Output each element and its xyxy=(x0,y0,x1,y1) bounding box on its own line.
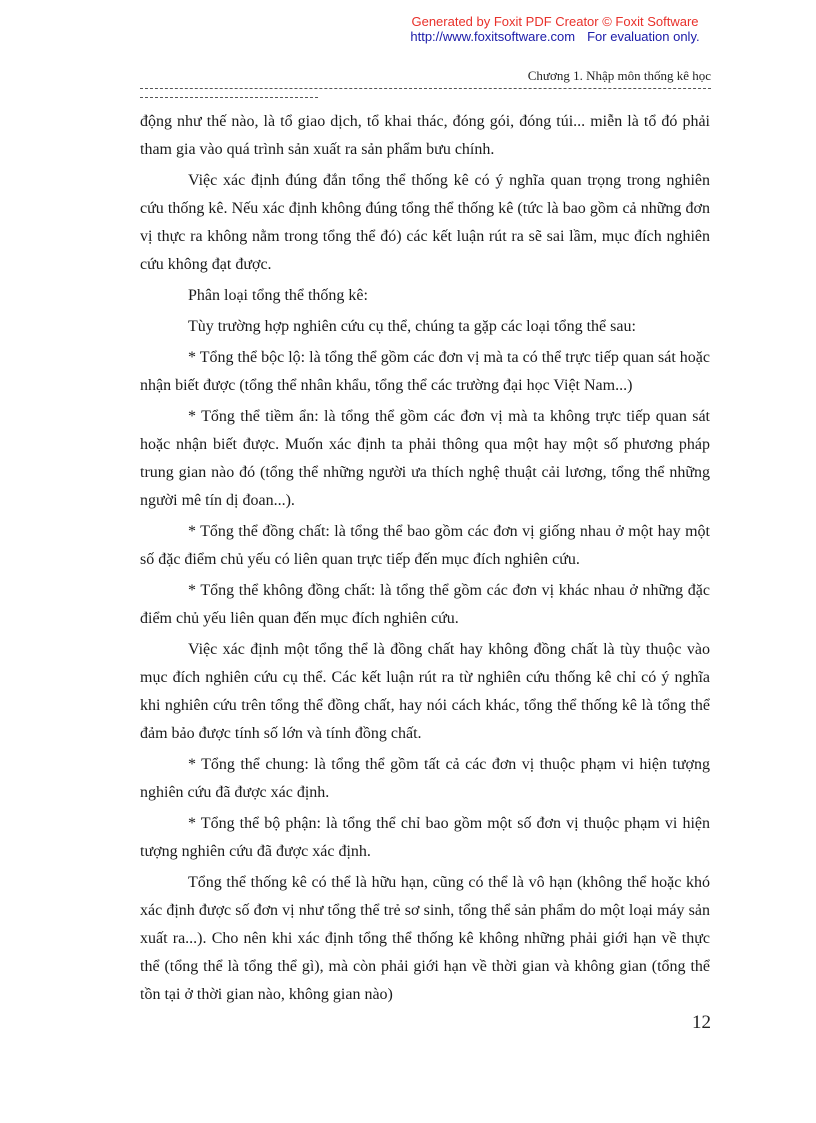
header-divider-short xyxy=(140,97,318,98)
body-text xyxy=(140,108,710,1012)
paragraph: * Tổng thể bộ phận: là tổng thể chỉ bao gồm một số đơn vị thuộc phạm vi hiện tượng nghiên cứu đã được xác định. xyxy=(140,815,710,860)
paragraph: * Tổng thể đồng chất: là tổng thể bao gồm các đơn vị giống nhau ở một hay một số đặc điểm chủ yếu có liên quan trực tiếp đến mục đích nghiên cứu. xyxy=(140,523,710,568)
paragraph: * Tổng thể chung: là tổng thể gồm tất cả các đơn vị thuộc phạm vi hiện tượng nghiên cứu đã được xác định. xyxy=(140,756,710,801)
paragraph: Phân loại tổng thể thống kê: xyxy=(188,287,368,304)
paragraph: * Tổng thể tiềm ẩn: là tổng thể gồm các đơn vị mà ta không trực tiếp quan sát hoặc nhận biết được. Muốn xác định ta phải thông qua một hay một số phương pháp trung gian nào đó (tổng thể những người ưa thích nghệ thuật cải lương, tổng thể những người mê tín dị đoan...). xyxy=(140,408,710,509)
paragraph: động như thế nào, là tổ giao dịch, tổ khai thác, đóng gói, đóng túi... miễn là tổ đó phải tham gia vào quá trình sản xuất ra sản phẩm bưu chính. xyxy=(140,113,710,158)
foxit-watermark xyxy=(400,14,710,44)
paragraph: * Tổng thể bộc lộ: là tổng thể gồm các đơn vị mà ta có thể trực tiếp quan sát hoặc nhận biết được (tổng thể nhân khẩu, tổng thể các trường đại học Việt Nam...) xyxy=(140,349,710,394)
paragraph: * Tổng thể không đồng chất: là tổng thể gồm các đơn vị khác nhau ở những đặc điểm chủ yếu liên quan đến mục đích nghiên cứu. xyxy=(140,582,710,627)
paragraph: Việc xác định một tổng thể là đồng chất hay không đồng chất là tùy thuộc vào mục đích nghiên cứu cụ thể. Các kết luận rút ra từ nghiên cứu thống kê chỉ có ý nghĩa khi nghiên cứu trên tổng thể đồng chất, hay nói cách khác, tổng thể thống kê là tổng thể đảm bảo được tính số lớn và tính đồng chất. xyxy=(140,641,710,742)
watermark-generated-by: Generated by Foxit PDF Creator © Foxit Software xyxy=(411,14,699,29)
watermark-url-line xyxy=(400,29,710,44)
watermark-url[interactable]: http://www.foxitsoftware.com xyxy=(410,29,576,44)
page-number: 12 xyxy=(692,1012,711,1033)
paragraph: Tổng thể thống kê có thể là hữu hạn, cũng có thể là vô hạn (không thể hoặc khó xác định được số đơn vị như tổng thể trẻ sơ sinh, tổng thể sản phẩm do một loại máy sản xuất ra...). Cho nên khi xác định tổng thể thống kê không những phải giới hạn về thực thể (tổng thể là tổng thể gì), mà còn phải giới hạn về thời gian và không gian (tổng thể tồn tại ở thời gian nào, không gian nào) xyxy=(140,874,710,1003)
watermark-note: For evaluation only. xyxy=(587,29,700,44)
header-divider xyxy=(140,88,711,89)
paragraph: Việc xác định đúng đắn tổng thể thống kê có ý nghĩa quan trọng trong nghiên cứu thống kê. Nếu xác định không đúng tổng thể thống kê (tức là bao gồm cả những đơn vị thực ra không nằm trong tổng thể đó) các kết luận rút ra sẽ sai lầm, mục đích nghiên cứu không đạt được. xyxy=(140,172,710,273)
running-header: Chương 1. Nhập môn thống kê học xyxy=(527,68,711,83)
paragraph: Tùy trường hợp nghiên cứu cụ thể, chúng ta gặp các loại tổng thể sau: xyxy=(188,318,636,335)
